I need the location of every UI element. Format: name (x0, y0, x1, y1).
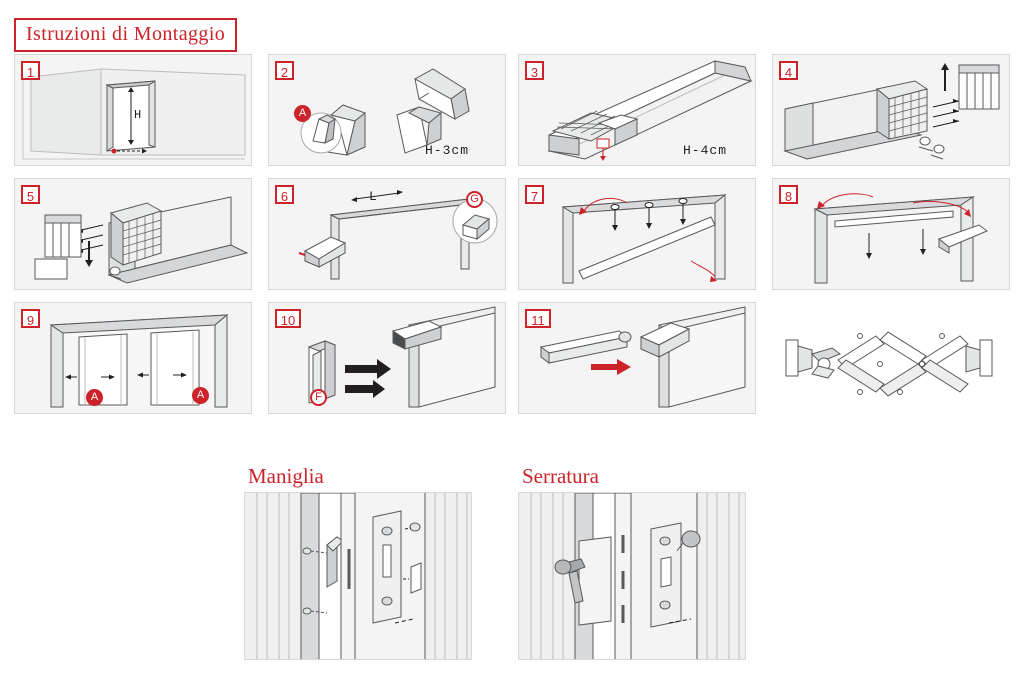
step3-dimension-label: H-4cm (683, 143, 728, 158)
step6-marker-badge: G (466, 191, 483, 208)
step-panel-8 (772, 178, 1010, 290)
step-number-4: 4 (779, 61, 798, 80)
step9-marker-badge-left: A (86, 389, 103, 406)
step-number-9: 9 (21, 309, 40, 328)
step-panel-2 (268, 54, 506, 166)
step2-marker-badge: A (294, 105, 311, 122)
section-title-serratura: Serratura (522, 464, 599, 488)
step10-marker-badge: F (310, 389, 327, 406)
step-panel-11 (518, 302, 756, 414)
step-panel-4 (772, 54, 1010, 166)
step-number-1: 1 (21, 61, 40, 80)
step9-marker-badge-right: A (192, 387, 209, 404)
step-number-7: 7 (525, 185, 544, 204)
step-number-11: 11 (525, 309, 551, 328)
step-number-8: 8 (779, 185, 798, 204)
step2-dimension-label: H-3cm (425, 143, 470, 158)
detail-panel-serratura (518, 492, 746, 660)
step-number-10: 10 (275, 309, 301, 328)
step-number-5: 5 (21, 185, 40, 204)
step-panel-3 (518, 54, 756, 166)
document-title-box (14, 18, 237, 52)
step-panel-5 (14, 178, 252, 290)
section-title-maniglia: Maniglia (248, 464, 324, 488)
step-panel-9 (14, 302, 252, 414)
page-title: Istruzioni di Montaggio (26, 23, 226, 45)
step6-dimension-label: L (369, 189, 378, 204)
step-panel-6 (268, 178, 506, 290)
step-panel-7 (518, 178, 756, 290)
step-panel-12 (772, 302, 1010, 414)
step-panel-10 (268, 302, 506, 414)
step-number-2: 2 (275, 61, 294, 80)
step-number-6: 6 (275, 185, 294, 204)
detail-panel-maniglia (244, 492, 472, 660)
step-panel-1 (14, 54, 252, 166)
step-number-3: 3 (525, 61, 544, 80)
step1-height-label: H (134, 108, 142, 122)
